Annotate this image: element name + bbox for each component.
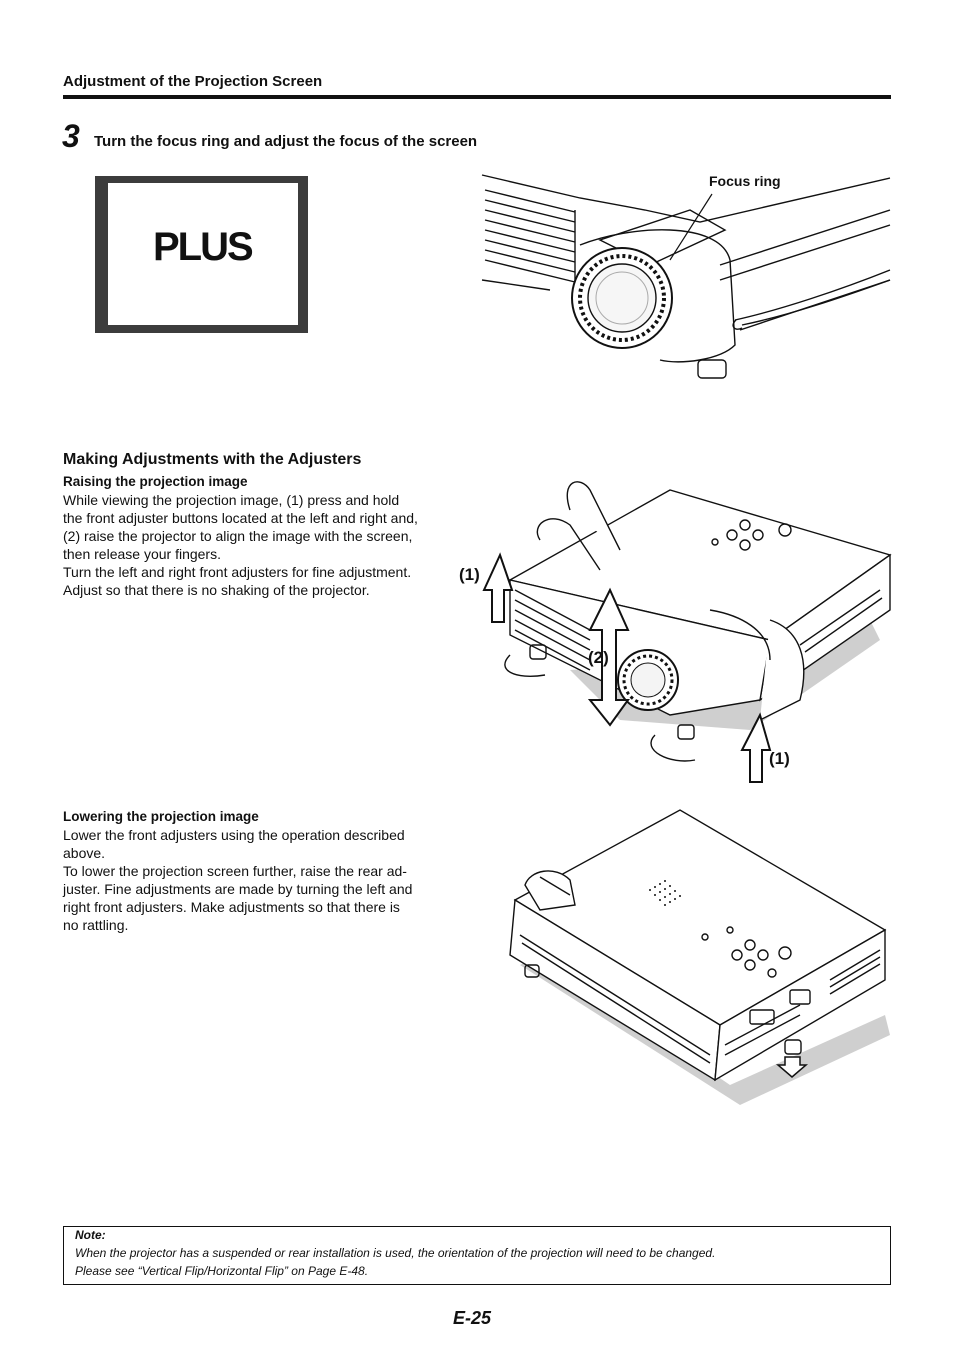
step-number: 3: [62, 118, 80, 154]
header-rule: [63, 95, 891, 99]
note-line-2: Please see “Vertical Flip/Horizontal Flip” on Page E-48.: [75, 1264, 369, 1278]
plus-logo: PLUS: [153, 225, 252, 269]
note-title: Note:: [75, 1228, 106, 1242]
rear-projector-illustration: [500, 805, 895, 1110]
page-number: E-25: [453, 1308, 492, 1328]
raising-projector-illustration: [470, 470, 900, 790]
callout-left-button: (1): [459, 565, 480, 584]
step-instruction: Turn the focus ring and adjust the focus of the screen: [94, 133, 478, 150]
raising-text: While viewing the projection image, (1) press and hold the front adjuster buttons located at the left and right and, (2) raise the projector to align the image with the screen, then release your fingers. Turn the left and right front adjusters for fine adjustment. Adjust so that there is no shaking of the projector.: [63, 492, 418, 598]
lowering-heading: Lowering the projection image: [63, 809, 259, 824]
focus-ring-label: Focus ring: [709, 173, 781, 189]
projector-lens-illustration: [480, 170, 892, 390]
callout-right-button: (1): [769, 749, 790, 768]
note-line-1: When the projector has a suspended or rear installation is used, the orientation of the projection will need to be changed.: [75, 1246, 716, 1260]
lowering-text: Lower the front adjusters using the operation described above. To lower the projection screen further, raise the rear ad- juster. Fine adjustments are made by turning the left and right front adjusters. Make adjustments so that there is no rattling.: [63, 827, 413, 933]
callout-raise: (2): [588, 648, 609, 667]
adjusters-title: Making Adjustments with the Adjusters: [63, 451, 362, 468]
section-title: Adjustment of the Projection Screen: [63, 73, 323, 90]
raising-heading: Raising the projection image: [63, 474, 248, 489]
